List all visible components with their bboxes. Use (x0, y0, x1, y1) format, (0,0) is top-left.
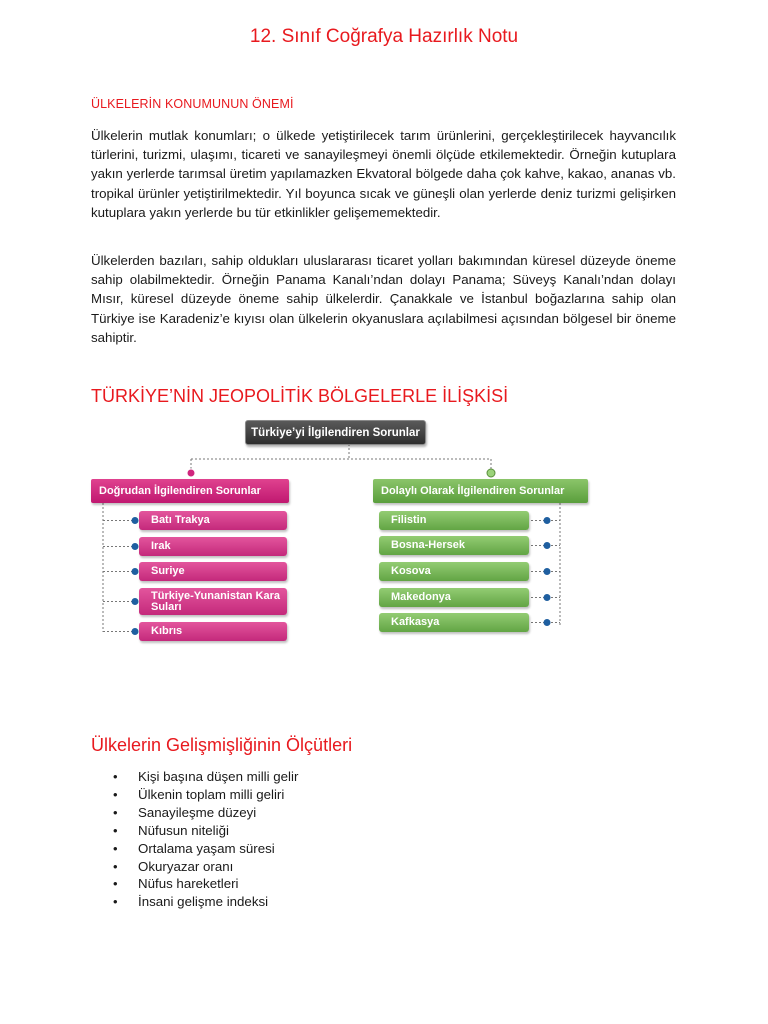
section-heading-development-criteria: Ülkelerin Gelişmişliğinin Ölçütleri (91, 735, 353, 755)
paragraph-trade-routes: Ülkelerden bazıları, sahip oldukları uluslararası ticaret yolları bakımından küresel düzeyde öneme sahip olabilmektedir. Örneğin Panama Kanalı’ndan dolayı Panama; Süveyş Kanalı’ndan dolayı Mısır, küresel düzeyde öneme sahip ülkelerdir. Çanakkale ve İstanbul boğazlarına sahip olan Türkiye ise Karadeniz’e kıyısı olan ülkelerin okyanuslara açılabilmesi açısından bölgesel bir öneme sahiptir. (91, 253, 676, 345)
page-title: 12. Sınıf Coğrafya Hazırlık Notu (249, 26, 519, 47)
connector-dot (544, 517, 551, 524)
left-item-node: Batı Trakya (139, 511, 287, 530)
list-item-text: Sanayileşme düzeyi (138, 804, 257, 820)
connector-dot (132, 517, 139, 524)
connector-dot (544, 594, 551, 601)
bullet-icon: • (113, 822, 118, 838)
connector-dot (544, 542, 551, 549)
list-item-text: Ülkenin toplam milli geliri (138, 786, 285, 802)
indirect-problems-node: Dolaylı Olarak İlgilendiren Sorunlar (373, 479, 588, 503)
list-item (111, 858, 298, 876)
connector-dot (132, 598, 139, 605)
list-item (111, 893, 298, 911)
right-item-node: Filistin (379, 511, 529, 530)
connector-dot (544, 619, 551, 626)
list-item-text: Nüfusun niteliği (138, 822, 229, 838)
bullet-icon: • (113, 804, 118, 820)
list-item (111, 822, 298, 840)
bullet-icon: • (113, 876, 118, 892)
right-branch-dot (487, 469, 495, 477)
connector-dot (132, 568, 139, 575)
list-item-text: Okuryazar oranı (138, 858, 234, 874)
connector-dot (132, 543, 139, 550)
connector-dot (132, 628, 139, 635)
list-item (111, 768, 298, 786)
bullet-icon: • (113, 769, 118, 784)
root-node: Türkiye’yi İlgilendiren Sorunlar (245, 420, 426, 445)
list-item-text: Ortalama yaşam süresi (138, 840, 275, 856)
list-item (111, 786, 298, 804)
section-heading-location-importance: ÜLKELERİN KONUMUNUN ÖNEMİ (91, 97, 294, 111)
list-item (111, 840, 298, 858)
bullet-icon: • (113, 840, 118, 856)
list-item (111, 804, 298, 822)
paragraph-absolute-location: Ülkelerin mutlak konumları; o ülkede yetiştirilecek tarım ürünlerini, gerçekleştirilecek hayvancılık türlerini, turizmi, ulaşımı, ticareti ve sanayileşmeyi önemli ölçüde etkilemektedir. Örneğin kutuplara yakın yerlerde tarımsal üretim yapılamazken Ekvatoral bölgede daha çok kahve, kakao, ananas vb. tropikal ürünler yetiştirilmektedir. Yıl boyunca sıcak ve güneşli olan yerlerde deniz turizmi gelişirken kutuplara yakın yerlerde bu tür etkinlikler gelişememektedir. (91, 128, 676, 220)
left-item-node: Türkiye-Yunanistan Kara Suları (139, 588, 287, 615)
right-item-node: Bosna-Hersek (379, 536, 529, 555)
list-item-text: İnsani gelişme indeksi (138, 894, 269, 910)
left-branch-dot (187, 469, 195, 477)
bullet-icon: • (113, 786, 118, 802)
direct-problems-node: Doğrudan İlgilendiren Sorunlar (91, 479, 289, 503)
bullet-icon: • (113, 894, 118, 910)
list-item (111, 875, 298, 893)
development-criteria-list (111, 768, 298, 911)
right-item-node: Makedonya (379, 588, 529, 607)
list-item-text: Nüfus hareketleri (138, 876, 239, 892)
left-item-node: Suriye (139, 562, 287, 581)
section-heading-geopolitics: TÜRKİYE’NİN JEOPOLİTİK BÖLGELERLE İLİŞKİSİ (91, 386, 509, 406)
list-item-text: Kişi başına düşen milli gelir (138, 769, 299, 784)
connector-dot (544, 568, 551, 575)
right-item-node: Kafkasya (379, 613, 529, 632)
left-item-node: Irak (139, 537, 287, 556)
right-item-node: Kosova (379, 562, 529, 581)
left-item-node: Kıbrıs (139, 622, 287, 641)
bullet-icon: • (113, 858, 118, 874)
